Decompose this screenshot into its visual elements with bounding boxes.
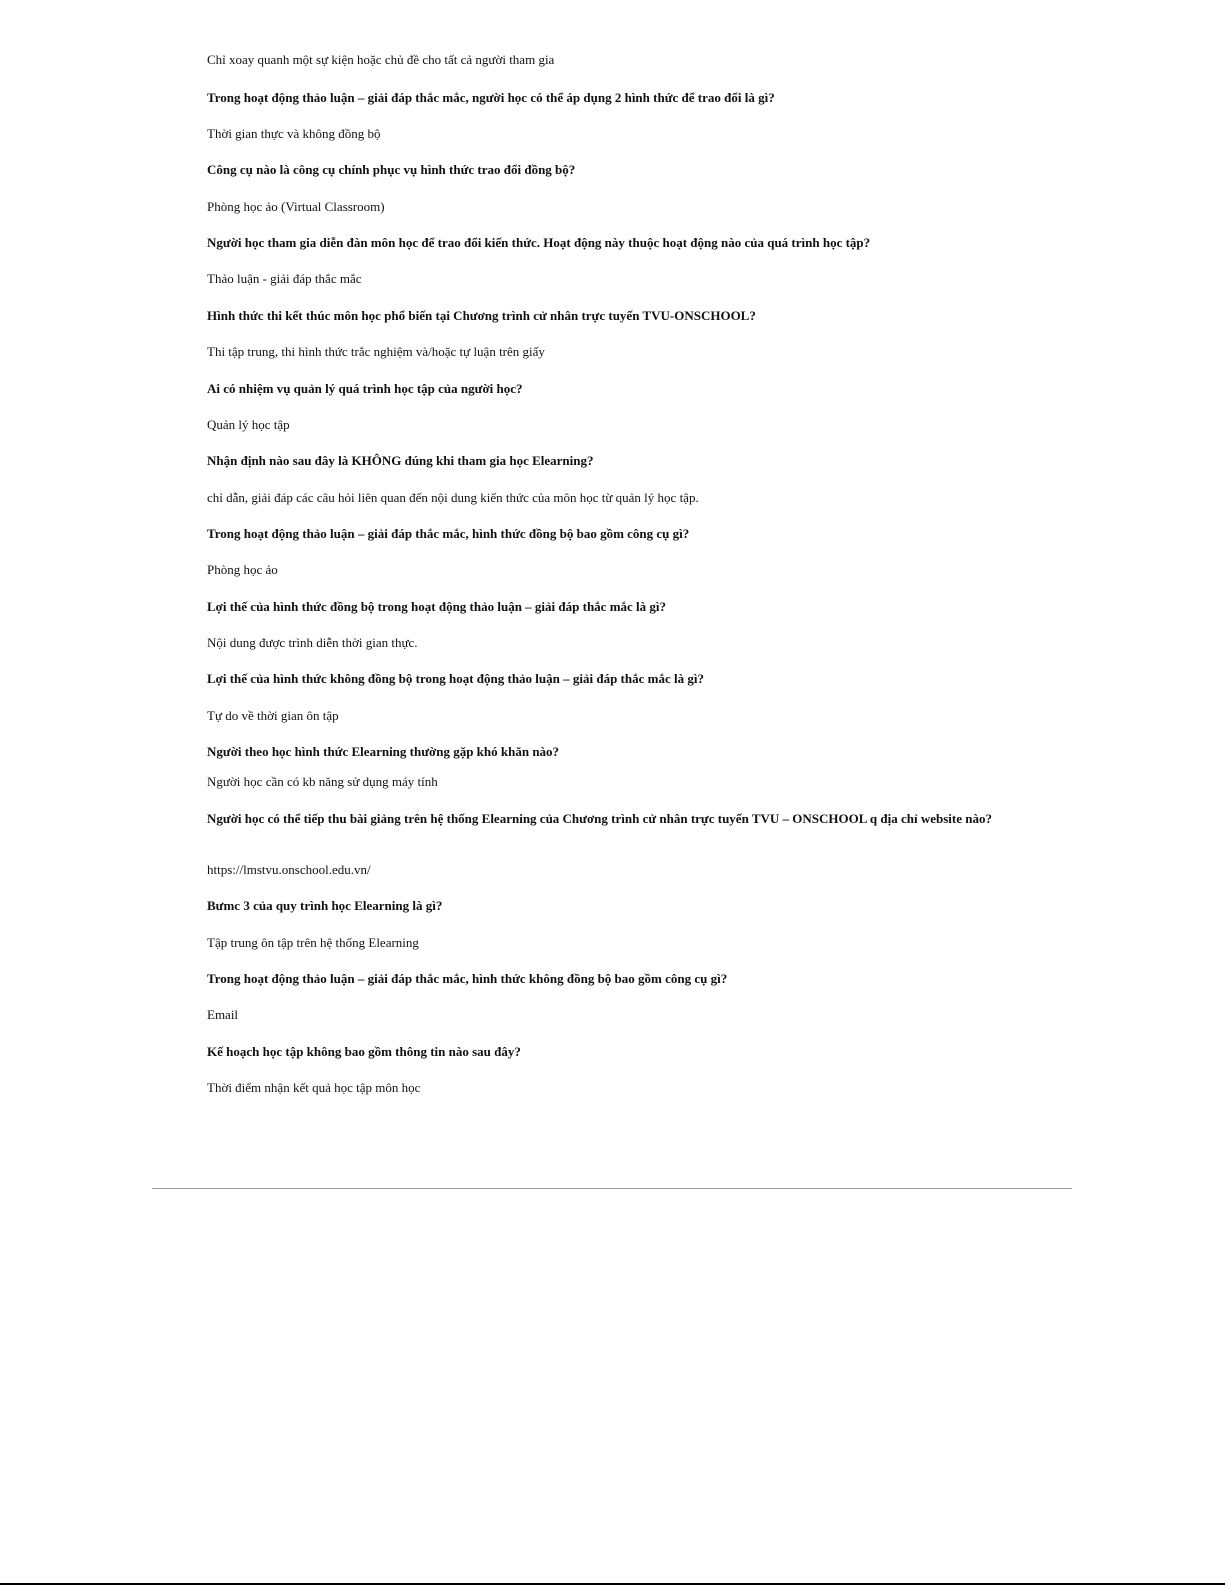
- answer-text: Thời điểm nhận kết quả học tập môn học: [207, 1080, 421, 1095]
- answer-text: Nội dung được trình diễn thời gian thực.: [207, 635, 418, 650]
- answer-text: Email: [207, 1007, 239, 1022]
- question-text: Lợi thế của hình thức đồng bộ trong hoạt động thảo luận – giải đáp thắc mắc là gì?: [207, 599, 667, 614]
- answer-text: Phòng học ảo (Virtual Classroom): [207, 199, 385, 214]
- question-text: Kế hoạch học tập không bao gồm thông tin nào sau đây?: [207, 1044, 521, 1059]
- question-text: Trong hoạt động thảo luận – giải đáp thắc mắc, hình thức không đồng bộ bao gồm công cụ gì?: [207, 971, 728, 986]
- answer-text: Tự do về thời gian ôn tập: [207, 708, 339, 723]
- question-text: Lợi thế của hình thức không đồng bộ trong hoạt động thảo luận – giải đáp thắc mắc là gì?: [207, 671, 704, 686]
- question-text: Hình thức thi kết thúc môn học phổ biến tại Chương trình cử nhân trực tuyến TVU-ONSCHOOL?: [207, 308, 756, 323]
- answer-text: Tập trung ôn tập trên hệ thống Elearning: [207, 935, 419, 950]
- question-text: Người học tham gia diễn đàn môn học để trao đổi kiến thức. Hoạt động này thuộc hoạt động nào của quá trình học tập?: [207, 235, 871, 250]
- answer-text: Chỉ xoay quanh một sự kiện hoặc chủ đề cho tất cả người tham gia: [207, 52, 555, 67]
- question-text: Người theo học hình thức Elearning thường gặp khó khăn nào?: [207, 744, 560, 759]
- answer-text: Thảo luận - giải đáp thắc mắc: [207, 271, 362, 286]
- question-text: Trong hoạt động thảo luận – giải đáp thắc mắc, hình thức đồng bộ bao gồm công cụ gì?: [207, 526, 690, 541]
- question-text: Công cụ nào là công cụ chính phục vụ hình thức trao đổi đồng bộ?: [207, 162, 576, 177]
- question-text: Trong hoạt động thảo luận – giải đáp thắc mắc, người học có thể áp dụng 2 hình thức để trao đổi là gì?: [207, 90, 775, 105]
- question-text: Nhận định nào sau đây là KHÔNG đúng khi tham gia học Elearning?: [207, 453, 594, 468]
- website-url: https://lmstvu.onschool.edu.vn/: [207, 862, 371, 877]
- answer-text: Thời gian thực và không đồng bộ: [207, 126, 381, 141]
- answer-text: Người học cần có kb năng sử dụng máy tính: [207, 774, 438, 789]
- answer-text: chỉ dẫn, giải đáp các câu hỏi liên quan đến nội dung kiến thức của môn học từ quản lý học tập.: [207, 490, 699, 505]
- question-text: Ai có nhiệm vụ quản lý quá trình học tập của người học?: [207, 381, 523, 396]
- question-text: Người học có thể tiếp thu bài giảng trên hệ thống Elearning của Chương trình cử nhân trực tuyến TVU – ONSCHOOL q địa chỉ website nào?: [207, 811, 992, 826]
- page-divider: [152, 1188, 1072, 1189]
- question-text: Bưmc 3 của quy trình học Elearning là gì?: [207, 898, 443, 913]
- answer-text: Thi tập trung, thi hình thức trắc nghiệm và/hoặc tự luận trên giấy: [207, 344, 545, 359]
- answer-text: Quản lý học tập: [207, 417, 290, 432]
- answer-text: Phòng học ảo: [207, 562, 278, 577]
